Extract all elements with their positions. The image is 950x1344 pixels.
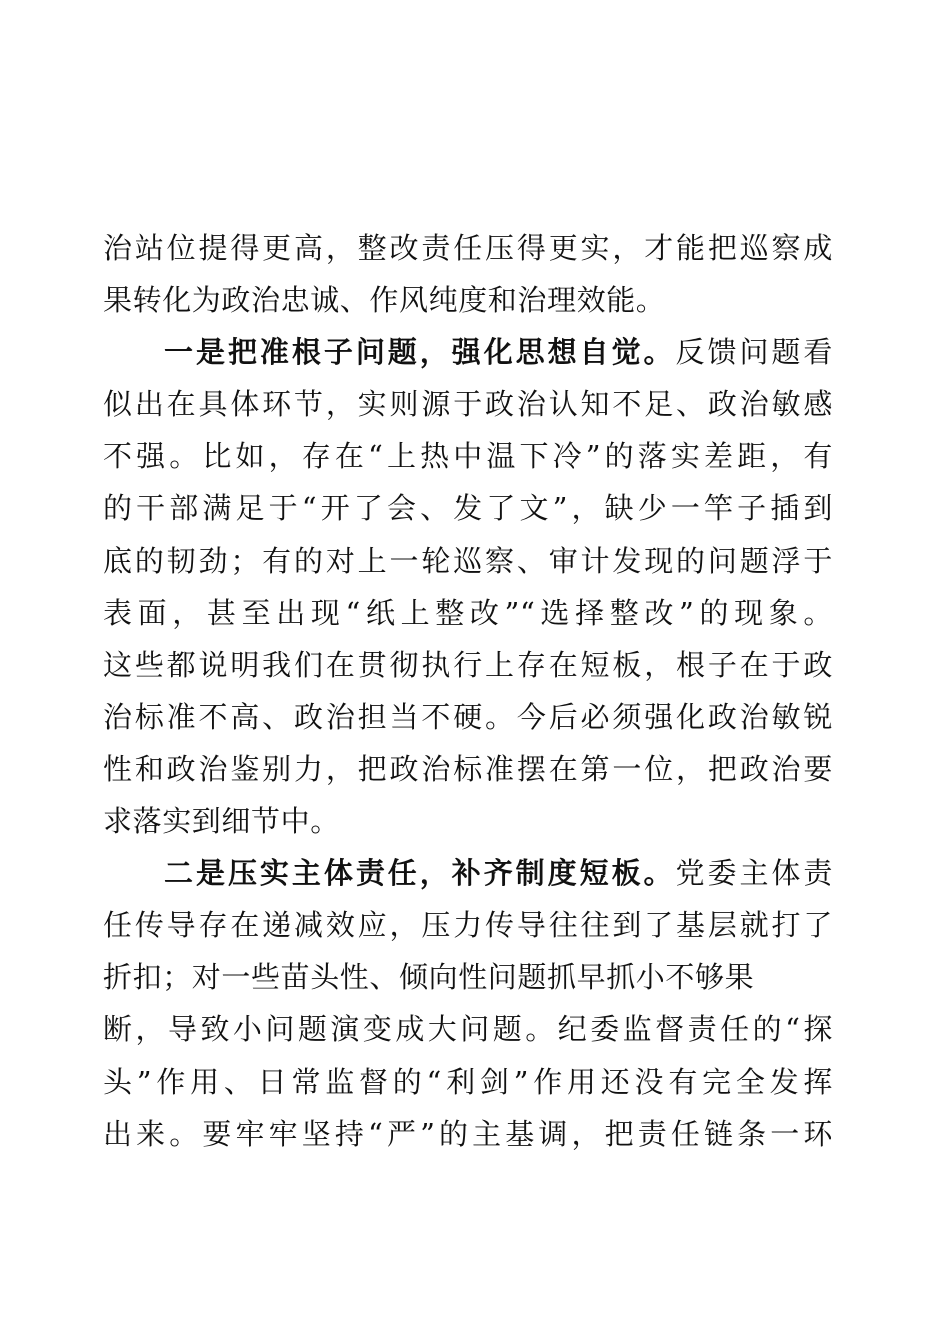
text-line: 似出在具体环节，实则源于政治认知不足、政治敏感 [103,387,833,422]
text-run: 反馈问题看 [675,335,833,370]
text-line: 不强。比如，存在“上热中温下冷”的落实差距，有 [103,439,833,474]
text-line: 果转化为政治忠诚、作风纯度和治理效能。 [103,283,666,318]
section-heading: 一是把准根子问题，强化思想自觉。 [164,335,676,370]
text-line: 表面，甚至出现“纸上整改”“选择整改”的现象。 [103,595,833,630]
text-line: 断，导致小问题演变成大问题。纪委监督责任的“探 [103,1012,833,1047]
paragraph-first-line [103,326,833,378]
text-line: 头”作用、日常监督的“利剑”作用还没有完全发挥 [103,1064,833,1099]
text-line: 治标准不高、政治担当不硬。今后必须强化政治敏锐 [103,699,833,734]
text-line: 求落实到细节中。 [103,804,340,839]
text-line: 出来。要牢牢坚持“严”的主基调，把责任链条一环 [103,1116,833,1151]
section-heading: 二是压实主体责任，补齐制度短板。 [164,856,676,891]
text-run: 党委主体责 [675,856,833,891]
text-line: 性和政治鉴别力，把政治标准摆在第一位，把政治要 [103,751,833,786]
text-line: 治站位提得更高，整改责任压得更实，才能把巡察成 [103,231,833,265]
body-text [103,222,833,1160]
text-line: 任传导存在递减效应，压力传导往往到了基层就打了 [103,908,833,943]
text-line: 底的韧劲；有的对上一轮巡察、审计发现的问题浮于 [103,543,833,578]
text-line: 的干部满足于“开了会、发了文”，缺少一竿子插到 [103,491,833,526]
text-line: 折扣；对一些苗头性、倾向性问题抓早抓小不够果 [103,960,755,995]
paragraph-first-line [103,847,833,899]
text-line: 这些都说明我们在贯彻执行上存在短板，根子在于政 [103,647,833,682]
